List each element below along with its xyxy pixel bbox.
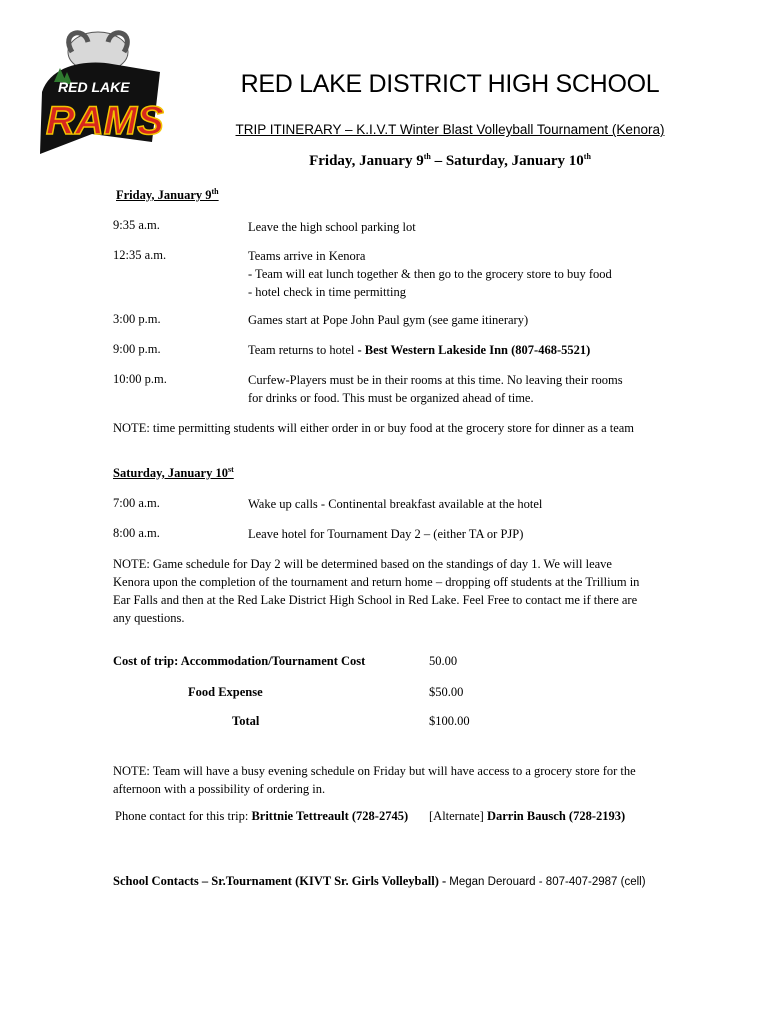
logo-main-text: RAMS: [46, 99, 164, 143]
alternate-contact: [Alternate] Darrin Bausch (728-2193): [429, 809, 626, 823]
trip-title: TRIP ITINERARY – K.I.V.T Winter Blast Volleyball Tournament (Kenora): [235, 122, 665, 137]
busy-schedule-note: NOTE: Team will have a busy evening schedule on Friday but will have access to a grocery store for the afternoon with a possibility of ordering in.: [113, 764, 636, 796]
schedule-time: 10:00 p.m.: [113, 372, 167, 386]
friday-note: NOTE: time permitting students will either order in or buy food at the grocery store for dinner as a team: [113, 421, 635, 435]
schedule-time: 7:00 a.m.: [113, 496, 160, 510]
schedule-desc: Wake up calls - Continental breakfast available at the hotel: [248, 497, 543, 511]
total-value: $100.00: [429, 714, 470, 728]
food-expense-value: $50.00: [429, 685, 464, 699]
schedule-time: 9:00 p.m.: [113, 342, 161, 356]
trip-dates: Friday, January 9th – Saturday, January 10th: [309, 152, 591, 169]
cost-intro-value: 50.00: [429, 654, 458, 668]
phone-contact: Phone contact for this trip: Brittnie Tettreault (728-2745): [115, 809, 409, 823]
cost-intro-label: Cost of trip: Accommodation/Tournament Cost: [113, 654, 366, 668]
schedule-desc: Team returns to hotel - Best Western Lakeside Inn (807-468-5521): [248, 343, 591, 357]
schedule-desc: Leave the high school parking lot: [248, 220, 416, 234]
school-title: RED LAKE DISTRICT HIGH SCHOOL: [240, 70, 660, 98]
schedule-time: 8:00 a.m.: [113, 526, 160, 540]
schedule-desc: Games start at Pope John Paul gym (see game itinerary): [248, 313, 529, 327]
schedule-time: 3:00 p.m.: [113, 312, 161, 326]
total-label: Total: [232, 714, 260, 728]
school-logo: [32, 22, 164, 160]
logo-top-text: RED LAKE: [58, 79, 130, 95]
schedule-desc: Curfew-Players must be in their rooms at this time. No leaving their rooms for drinks or food. This must be organized ahead of time.: [248, 373, 623, 405]
school-contacts: School Contacts – Sr.Tournament (KIVT Sr. Girls Volleyball) - Megan Derouard - 807-407-2987 (cell): [113, 874, 646, 888]
food-expense-label: Food Expense: [188, 685, 263, 699]
saturday-note: NOTE: Game schedule for Day 2 will be determined based on the standings of day 1. We will leave Kenora upon the completion of the tournament and return home – dropping off students at the Trillium in Ear Falls and then at the Red Lake District High School in Red Lake. Feel Free to contact me if there are any questions.: [113, 557, 640, 625]
schedule-time: 9:35 a.m.: [113, 218, 160, 232]
schedule-time: 12:35 a.m.: [113, 248, 167, 262]
friday-heading: Friday, January 9th: [116, 186, 219, 202]
saturday-heading: Saturday, January 10st: [113, 464, 234, 480]
schedule-desc: Teams arrive in Kenora - Team will eat lunch together & then go to the grocery store to buy food - hotel check in time permitting: [248, 249, 612, 299]
schedule-desc: Leave hotel for Tournament Day 2 – (either TA or PJP): [248, 527, 524, 541]
